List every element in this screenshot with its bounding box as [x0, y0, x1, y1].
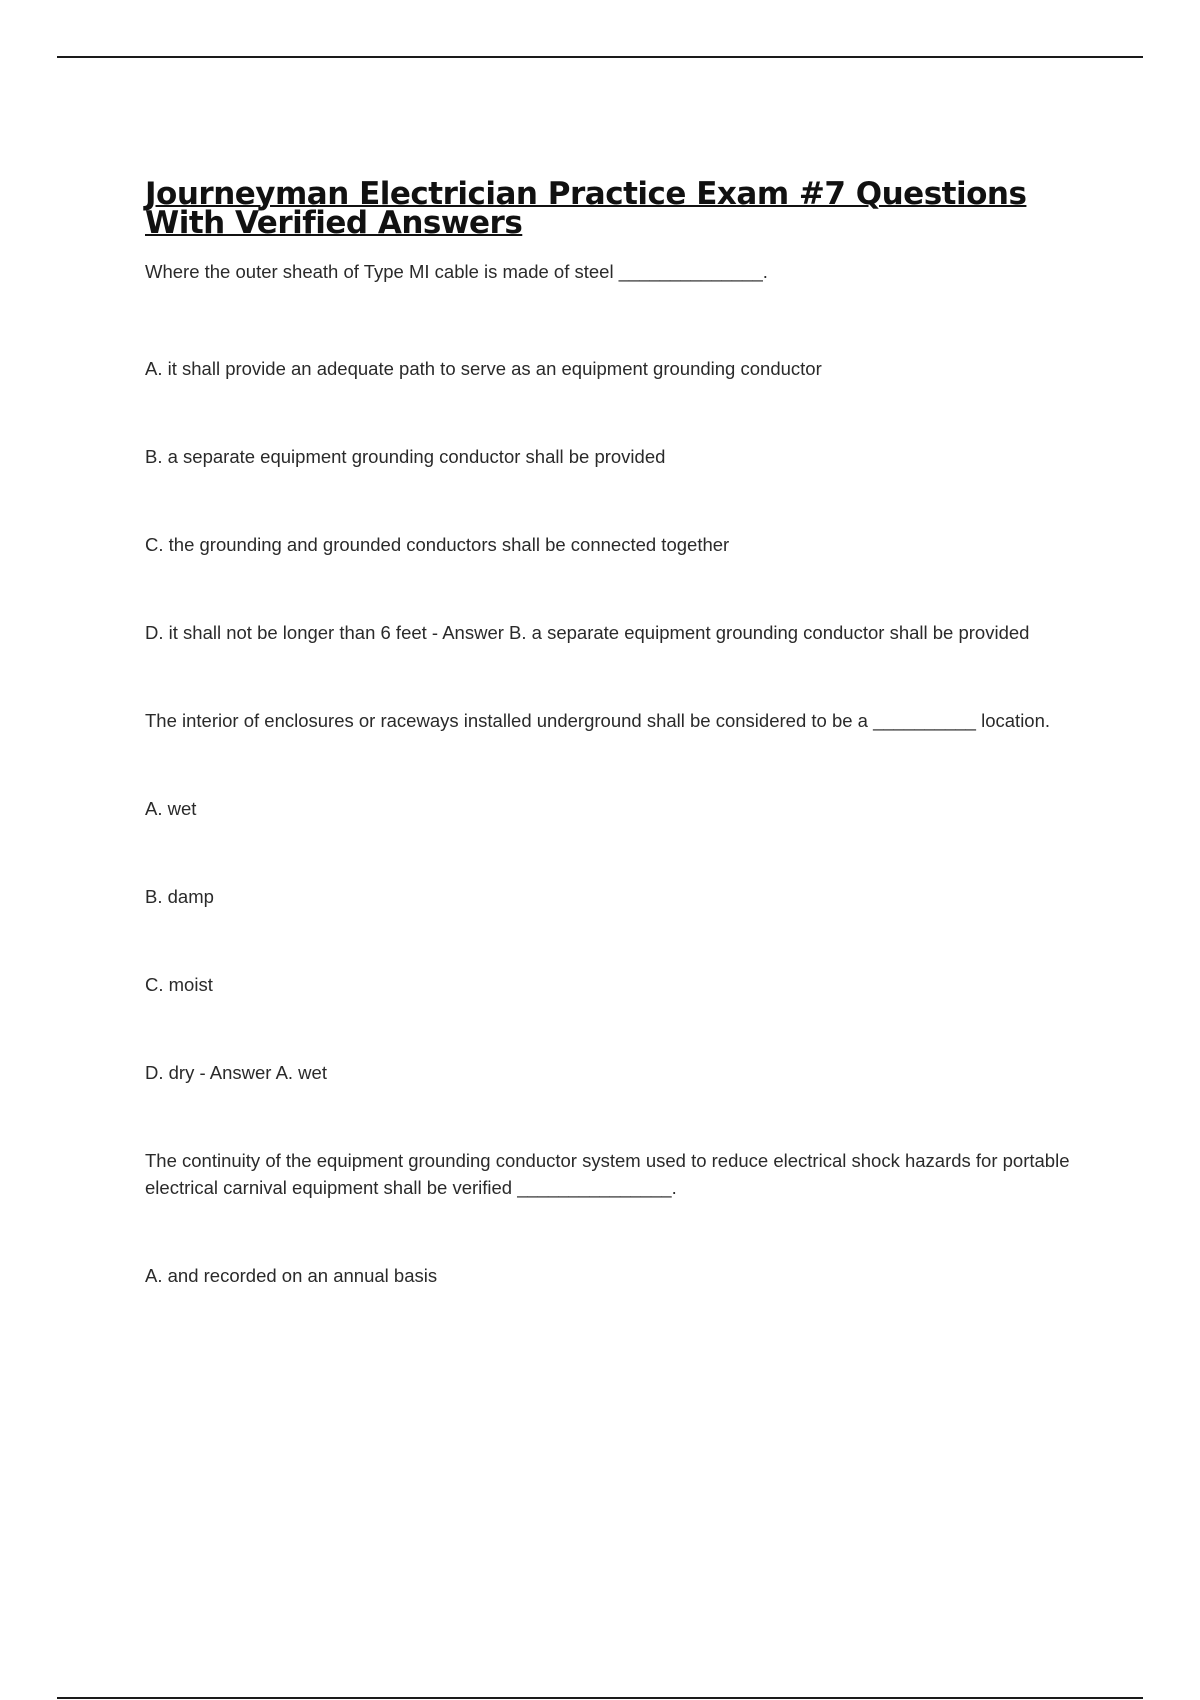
question-1: Where the outer sheath of Type MI cable is made of steel ______________.: [145, 261, 768, 282]
q2-option-d-answer: D. dry - Answer A. wet: [145, 1062, 327, 1083]
q1-option-b: B. a separate equipment grounding conductor shall be provided: [145, 446, 666, 467]
q2-option-b: B. damp: [145, 886, 214, 907]
bottom-rule: [57, 1697, 1143, 1699]
q2-option-c: C. moist: [145, 974, 213, 995]
q3-option-a: A. and recorded on an annual basis: [145, 1265, 438, 1286]
q2-option-a: A. wet: [145, 798, 197, 819]
q1-option-a: A. it shall provide an adequate path to serve as an equipment grounding conductor: [145, 358, 822, 379]
q1-option-d-answer: D. it shall not be longer than 6 feet - Answer B. a separate equipment grounding conductor shall be provided: [145, 622, 1030, 643]
question-2: The interior of enclosures or raceways installed underground shall be considered to be a __________ location.: [145, 710, 1051, 731]
top-rule: [57, 56, 1143, 58]
document-body: [145, 176, 1090, 1289]
question-3: The continuity of the equipment grounding conductor system used to reduce electrical shock hazards for portable electrical carnival equipment shall be verified _______________.: [145, 1150, 1070, 1198]
title-line-2: With Verified Answers: [145, 205, 523, 241]
q1-option-c: C. the grounding and grounded conductors shall be connected together: [145, 534, 730, 555]
title-line-1: Journeyman Electrician Practice Exam #7 Questions: [145, 176, 1027, 212]
document-title: [145, 176, 1090, 241]
